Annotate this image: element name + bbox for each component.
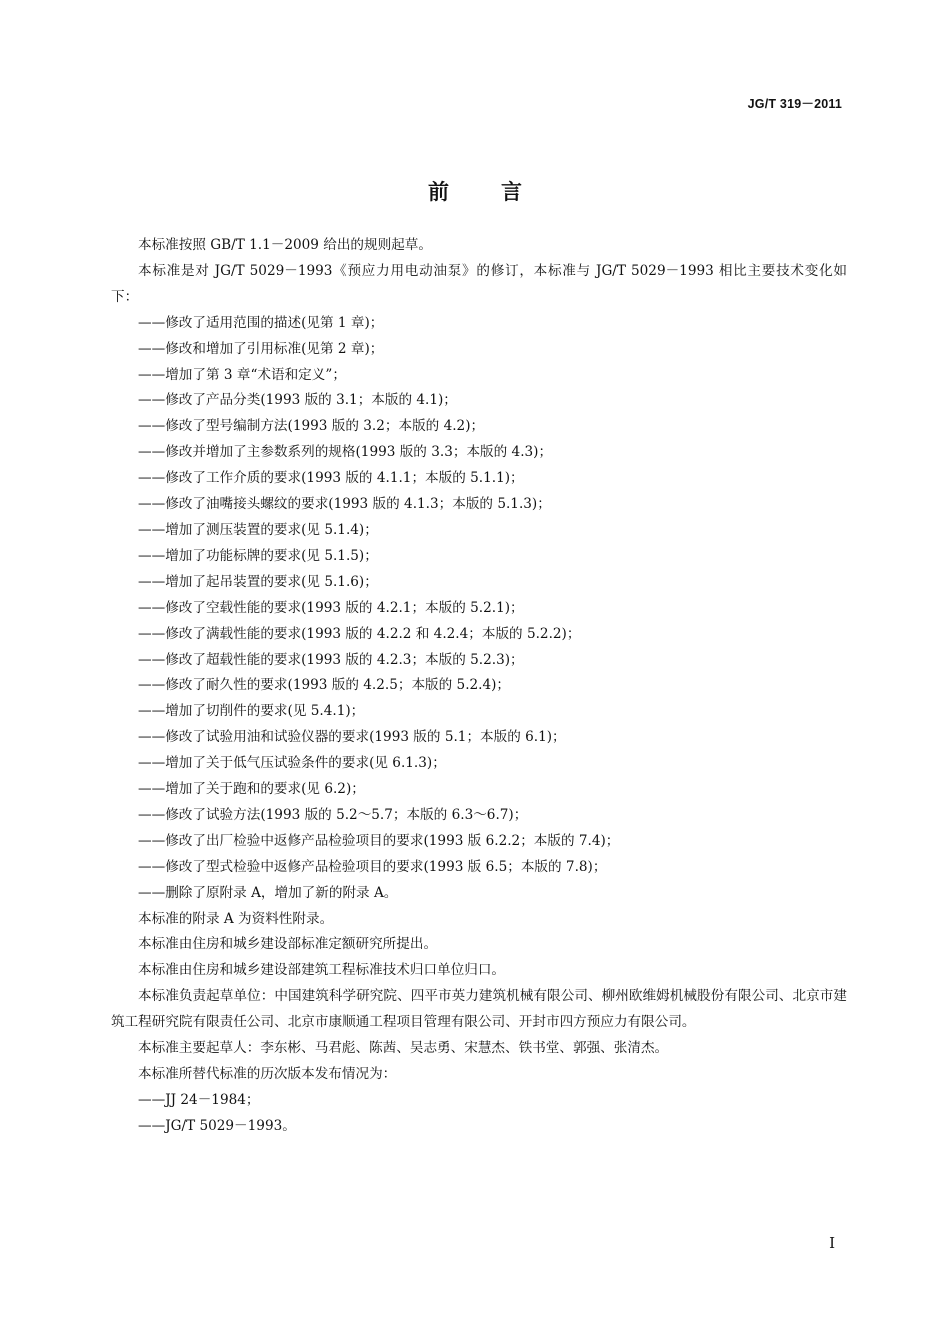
list-item: ——JJ 24－1984；: [138, 1091, 260, 1108]
list-item: ——增加了第 3 章“术语和定义”；: [138, 366, 346, 383]
list-item: ——删除了原附录 A，增加了新的附录 A。: [138, 884, 398, 901]
intro-paragraph-2: 本标准是对 JG/T 5029－1993《预应力用电动油泵》的修订，本标准与 JG/T 5029－1993 相比主要技术变化如下：: [111, 262, 847, 305]
list-item: ——增加了功能标牌的要求(见 5.1.5)；: [138, 547, 378, 564]
list-item: ——修改了耐久性的要求(1993 版的 4.2.5；本版的 5.2.4)；: [138, 677, 511, 694]
list-item: ——修改了型号编制方法(1993 版的 3.2；本版的 4.2)；: [138, 418, 485, 435]
proposed-by: 本标准由住房和城乡建设部标准定额研究所提出。: [138, 936, 438, 953]
list-item: ——增加了关于跑和的要求(见 6.2)；: [138, 781, 365, 798]
list-item: ——修改了超载性能的要求(1993 版的 4.2.3；本版的 5.2.3)；: [138, 651, 524, 668]
page-number: I: [829, 1234, 835, 1252]
foreword-body: [111, 233, 847, 1140]
list-item: ——修改了产品分类(1993 版的 3.1；本版的 4.1)；: [138, 392, 457, 409]
list-item: ——修改了满载性能的要求(1993 版的 4.2.2 和 4.2.4；本版的 5.2.2)；: [138, 625, 581, 642]
page-title: 前言: [428, 180, 574, 204]
list-item: ——修改了试验用油和试验仪器的要求(1993 版的 5.1；本版的 6.1)；: [138, 729, 566, 746]
history-intro: 本标准所替代标准的历次版本发布情况为：: [138, 1066, 397, 1082]
drafting-units: 本标准负责起草单位：中国建筑科学研究院、四平市英力建筑机械有限公司、柳州欧维姆机械股份有限公司、北京市建筑工程研究院有限责任公司、北京市康顺通工程项目管理有限公司、开封市四方预应力有限公司。: [111, 988, 847, 1031]
list-item: ——增加了测压装置的要求(见 5.1.4)；: [138, 521, 378, 538]
changes-list: [111, 311, 847, 907]
list-item: ——修改了出厂检验中返修产品检验项目的要求(1993 版 6.2.2；本版的 7.4)；: [138, 832, 620, 849]
list-item: ——修改了油嘴接头螺纹的要求(1993 版的 4.1.3；本版的 5.1.3)；: [138, 496, 551, 513]
list-item: ——JG/T 5029－1993。: [138, 1117, 296, 1134]
appendix-note: 本标准的附录 A 为资料性附录。: [138, 910, 334, 927]
intro-paragraph-1: 本标准按照 GB/T 1.1－2009 给出的规则起草。: [138, 237, 432, 253]
list-item: ——增加了起吊装置的要求(见 5.1.6)；: [138, 573, 378, 590]
list-item: ——增加了关于低气压试验条件的要求(见 6.1.3)；: [138, 755, 446, 772]
history-list: [111, 1088, 847, 1140]
list-item: ——增加了切削件的要求(见 5.4.1)；: [138, 703, 365, 720]
list-item: ——修改和增加了引用标准(见第 2 章)；: [138, 340, 384, 357]
list-item: ——修改了型式检验中返修产品检验项目的要求(1993 版 6.5；本版的 7.8)；: [138, 858, 607, 875]
list-item: ——修改了工作介质的要求(1993 版的 4.1.1；本版的 5.1.1)；: [138, 470, 524, 487]
standard-code-header: JG/T 319－2011: [747, 97, 842, 111]
list-item: ——修改并增加了主参数系列的规格(1993 版的 3.3；本版的 4.3)；: [138, 444, 553, 461]
list-item: ——修改了空载性能的要求(1993 版的 4.2.1；本版的 5.2.1)；: [138, 599, 524, 616]
list-item: ——修改了试验方法(1993 版的 5.2～5.7；本版的 6.3～6.7)；: [138, 806, 528, 823]
list-item: ——修改了适用范围的描述(见第 1 章)；: [138, 314, 384, 331]
drafters: 本标准主要起草人：李东彬、马君彪、陈茜、吴志勇、宋慧杰、铁书堂、郭强、张清杰。: [138, 1040, 669, 1057]
managed-by: 本标准由住房和城乡建设部建筑工程标准技术归口单位归口。: [138, 962, 506, 979]
